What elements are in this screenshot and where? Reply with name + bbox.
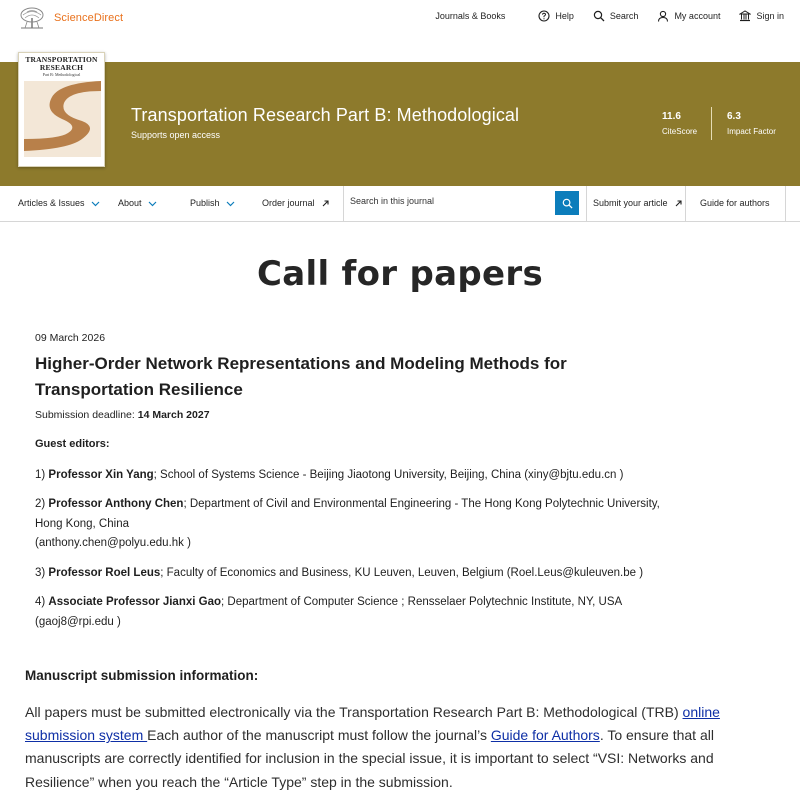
journal-cover[interactable] (18, 52, 105, 167)
institution-icon (739, 10, 751, 22)
journal-search (343, 186, 580, 222)
nav-divider (685, 186, 686, 222)
editor-name: Professor Roel Leus (48, 567, 161, 579)
publish-date: 09 March 2026 (35, 332, 106, 344)
editor-entry (35, 495, 675, 554)
journal-title[interactable]: Transportation Research Part B: Methodological (131, 105, 520, 125)
publish-menu[interactable] (190, 198, 235, 208)
cover-title: TRANSPORTATION RESEARCH (25, 55, 98, 72)
order-journal-label: Order journal (262, 198, 315, 208)
editor-email: (anthony.chen@polyu.edu.hk ) (35, 537, 191, 549)
order-journal-link[interactable] (262, 198, 330, 208)
top-bar (0, 0, 800, 62)
cover-artwork (24, 81, 101, 157)
cover-subtitle: Part B: Methodological (42, 72, 81, 77)
brand-name: ScienceDirect (54, 12, 124, 24)
citescore-metric[interactable] (662, 111, 697, 136)
about-label: About (118, 198, 142, 208)
journal-search-button[interactable] (555, 191, 579, 215)
submit-article-link[interactable] (593, 198, 683, 208)
metric-divider (711, 107, 712, 140)
search-icon (562, 198, 573, 209)
search-label: Search (609, 11, 639, 21)
external-link-icon (321, 199, 330, 208)
cover-header (23, 55, 100, 77)
editor-number: 2) (35, 498, 49, 510)
submit-article-label: Submit your article (593, 198, 668, 208)
impact-factor-metric[interactable] (727, 111, 776, 136)
page-title: Call for papers (257, 254, 543, 294)
impact-factor-value: 6.3 (727, 111, 741, 122)
sign-in-link[interactable] (739, 10, 784, 22)
my-account-link[interactable] (657, 10, 720, 22)
guide-for-authors-label: Guide for authors (700, 198, 770, 208)
help-label: Help (555, 11, 574, 21)
paragraph-text: Each author of the manuscript must follow the journal’s (147, 727, 491, 744)
deadline-label: Submission deadline: (35, 409, 138, 421)
editor-name: Professor Anthony Chen (48, 498, 184, 510)
editor-name: Associate Professor Jianxi Gao (48, 596, 221, 608)
editor-affiliation: ; School of Systems Science - Beijing Jiaotong University, Beijing, China (xiny@bjtu.edu.cn ) (153, 469, 624, 481)
editor-affiliation: ; Department of Computer Science ; Rensselaer Polytechnic Institute, NY, USA (221, 596, 623, 608)
nav-divider (586, 186, 587, 222)
editor-affiliation: ; Department of Civil and Environmental Engineering - The Hong Kong Polytechnic University, Hong Kong, China (35, 498, 660, 530)
chevron-down-icon (148, 199, 157, 208)
publish-label: Publish (190, 198, 220, 208)
chevron-down-icon (226, 199, 235, 208)
elsevier-tree-icon (18, 6, 46, 30)
paragraph-text: All papers must be submitted electronically via the Transportation Research Part B: Methodological (TRB) (25, 704, 683, 720)
citescore-label: CiteScore (662, 127, 698, 136)
editor-affiliation: ; Faculty of Economics and Business, KU Leuven, Leuven, Belgium (Roel.Leus@kuleuven.be ) (160, 567, 644, 579)
external-link-icon (674, 199, 683, 208)
search-icon (593, 10, 605, 22)
editor-number: 1) (35, 469, 49, 481)
editor-number: 4) (35, 596, 49, 608)
guide-for-authors-inline-link[interactable]: Guide for Authors (490, 727, 600, 744)
special-issue-title: Higher-Order Network Representations and Modeling Methods for Transportation Resilience (35, 354, 567, 399)
sign-in-label: Sign in (756, 11, 784, 21)
search-link[interactable] (593, 10, 639, 22)
articles-issues-menu[interactable] (18, 198, 100, 208)
deadline-value: 14 March 2027 (137, 409, 210, 421)
submission-deadline (35, 409, 210, 421)
editor-name: Professor Xin Yang (48, 469, 154, 481)
submission-info-paragraph (25, 701, 765, 794)
journals-books-label: Journals & Books (435, 11, 506, 21)
open-access-label: Supports open access (131, 130, 221, 140)
my-account-label: My account (674, 11, 721, 21)
user-icon (657, 10, 669, 22)
about-menu[interactable] (118, 198, 157, 208)
journal-search-input[interactable] (350, 196, 550, 206)
journal-nav (0, 186, 800, 222)
submission-info-heading: Manuscript submission information: (25, 668, 259, 683)
articles-issues-label: Articles & Issues (18, 198, 85, 208)
editor-entry (35, 564, 675, 584)
chevron-down-icon (91, 199, 100, 208)
nav-divider (785, 186, 786, 222)
paragraph-text: . To ensure that all manuscripts are correctly identified for inclusion in the special issue, it is important to select “VSI: Networks and Resilience” when you reach the “Article Type” step in the submission. (25, 727, 714, 790)
editor-entry (35, 466, 675, 486)
help-icon (538, 10, 550, 22)
journals-books-link[interactable] (435, 11, 505, 21)
online-submission-link[interactable]: online submission system (25, 704, 720, 744)
top-nav (435, 10, 784, 22)
editor-entry (35, 593, 675, 632)
citescore-value: 11.6 (662, 111, 681, 122)
help-link[interactable] (538, 10, 574, 22)
editor-email: (gaoj8@rpi.edu ) (35, 615, 121, 628)
sciencedirect-logo[interactable] (18, 6, 123, 30)
guest-editors-label: Guest editors: (35, 438, 110, 450)
editor-number: 3) (35, 567, 49, 579)
road-illustration (24, 81, 101, 157)
guide-for-authors-link[interactable] (700, 198, 770, 208)
impact-factor-label: Impact Factor (727, 127, 776, 136)
